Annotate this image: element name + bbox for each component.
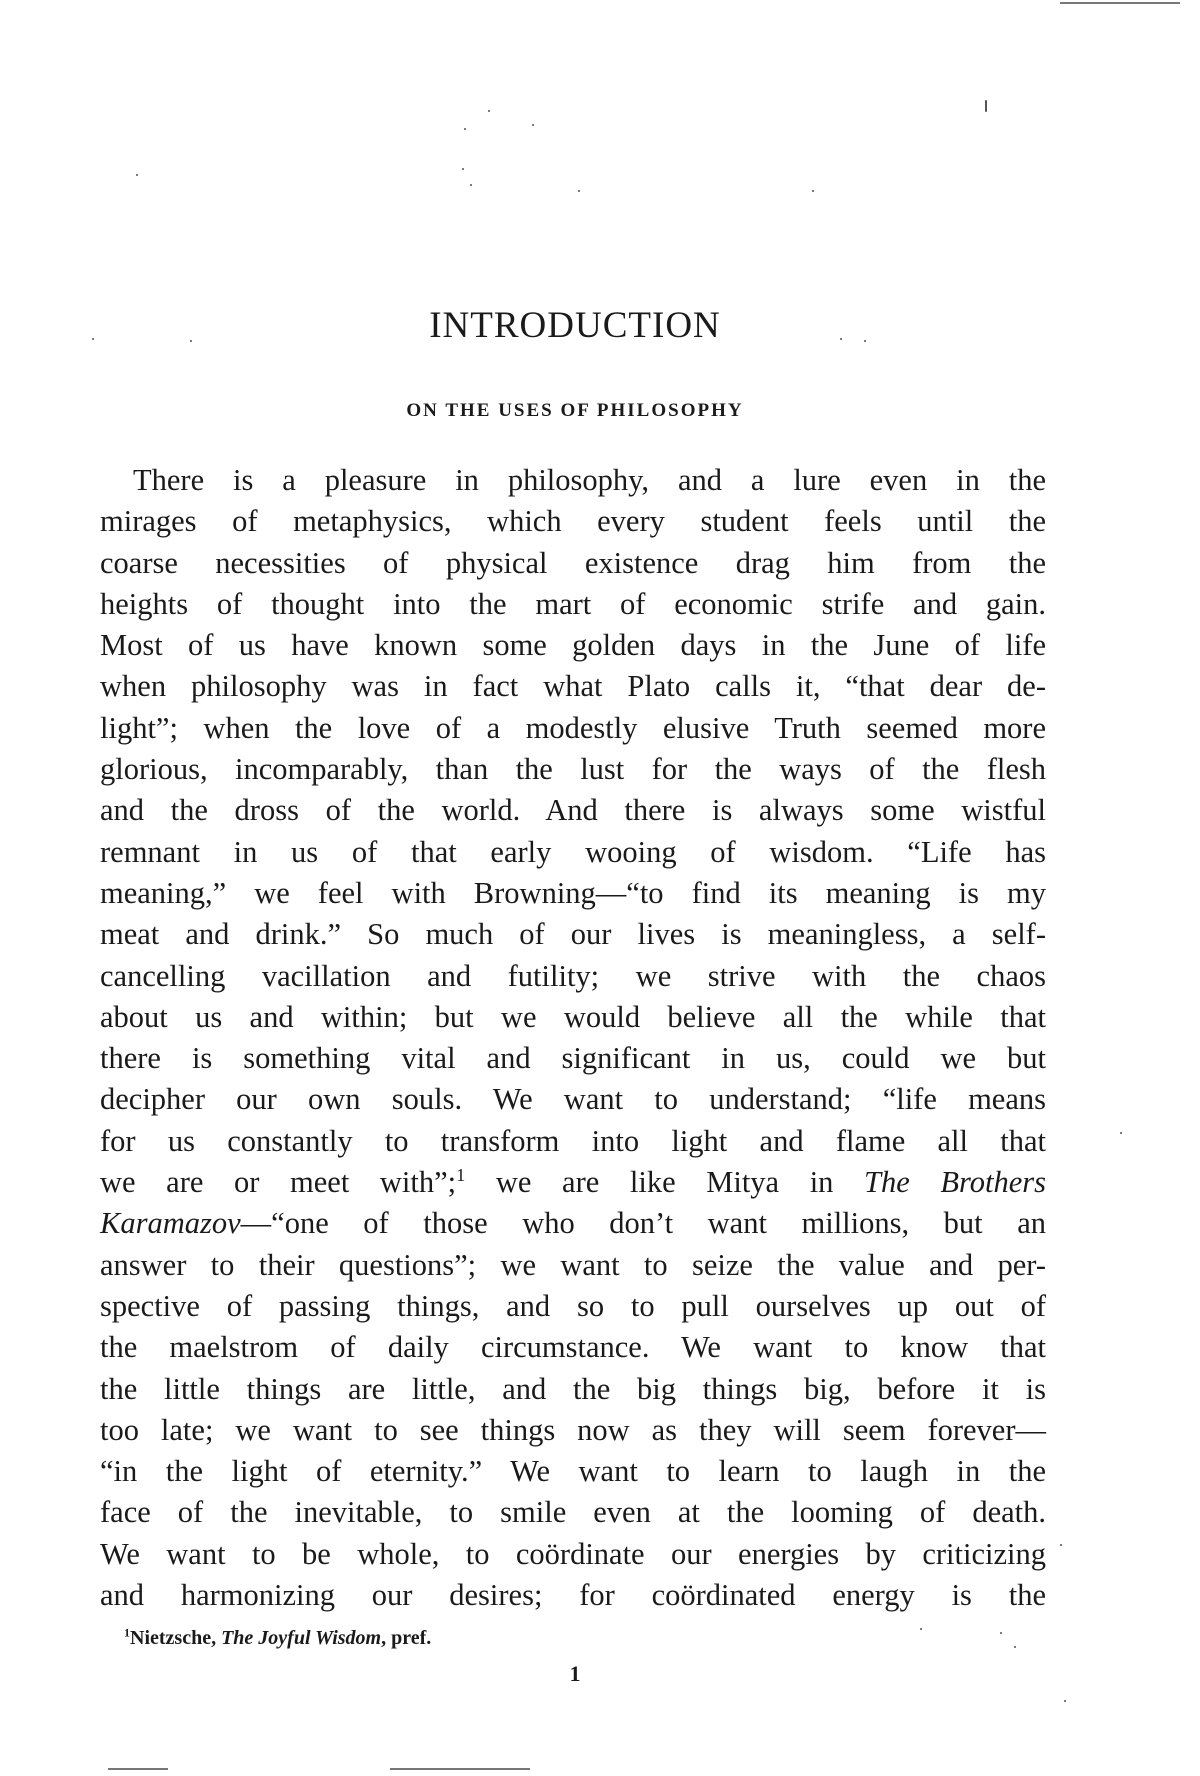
scan-speck [136,174,138,176]
scan-edge-mark [1060,2,1180,4]
scan-speck [532,124,534,126]
text-line: mirages of metaphysics, which every student feels until the [100,504,1046,539]
scan-edge-mark [390,1768,530,1770]
text-line: meat and drink.” So much of our lives is meaningless, a self- [100,917,1046,952]
scan-speck [812,190,814,192]
footnote-author: Nietzsche, [130,1627,222,1649]
scan-speck [578,190,580,192]
text-line: “in the light of eternity.” We want to learn to laugh in the [100,1454,1046,1489]
text-line-rest: —“one of those who don’t want millions, but an [240,1206,1046,1241]
text-line: the little things are little, and the big things big, before it is [100,1371,1046,1406]
scan-speck [92,338,94,340]
text-line: there is something vital and significant in us, could we but [100,1041,1046,1076]
scan-speck [1000,1632,1002,1634]
chapter-subtitle: ON THE USES OF PHILOSOPHY [406,400,744,421]
book-title-italic-cont: Karamazov [100,1206,241,1241]
text-line: remnant in us of that early wooing of wisdom. “Life has [100,834,1046,869]
scan-speck [985,100,987,112]
page-number: 1 [569,1661,581,1686]
scan-speck [864,340,866,342]
text-line: heights of thought into the mart of economic strife and gain. [100,586,1046,621]
text-line: coarse necessities of physical existence drag him from the [100,545,1046,580]
scan-edge-mark [108,1768,168,1770]
text-line: There is a pleasure in philosophy, and a lure even in the [133,463,1046,497]
scan-speck [1120,1132,1122,1134]
text-line: and harmonizing our desires; for coördinated energy is the [100,1578,1046,1613]
text-line: spective of passing things, and so to pull ourselves up out of [100,1288,1046,1323]
chapter-title: INTRODUCTION [429,305,721,346]
scan-speck [1060,1544,1062,1546]
text-line: cancelling vacillation and futility; we strive with the chaos [100,958,1046,993]
text-line-tail: we are like Mitya in [465,1165,865,1200]
scan-speck [470,184,472,186]
text-line: meaning,” we feel with Browning—“to find its meaning is my [100,875,1046,910]
text-line: glorious, incomparably, than the lust for the ways of the flesh [100,752,1046,787]
text-line: answer to their questions”; we want to seize the value and per- [100,1247,1046,1282]
footnote [124,1627,431,1650]
text-line-with-footnote [100,1162,1046,1203]
footnote-work: The Joyful Wisdom [221,1627,382,1649]
scan-speck [464,128,466,130]
text-line: face of the inevitable, to smile even at the looming of death. [100,1495,1046,1530]
scan-speck [488,110,490,112]
text-line [100,1203,1046,1244]
body-text [100,460,1046,1616]
text-line-head: we are or meet with”; [100,1165,457,1200]
footnote-tail: , pref. [381,1627,432,1649]
scan-speck [1064,1700,1066,1702]
text-line: decipher our own souls. We want to understand; “life means [100,1082,1046,1117]
text-line: Most of us have known some golden days in the June of life [100,628,1046,663]
text-line: too late; we want to see things now as they will seem forever— [100,1412,1046,1447]
text-line: light”; when the love of a modestly elusive Truth seemed more [100,710,1046,745]
text-line: when philosophy was in fact what Plato calls it, “that dear de- [100,669,1046,704]
scan-speck [190,340,192,342]
scan-speck [920,1628,922,1630]
footnote-ref: 1 [456,1164,466,1185]
scan-speck [840,338,842,340]
text-line: and the dross of the world. And there is always some wistful [100,793,1046,828]
scan-speck [1014,1646,1016,1648]
book-title-italic: The Brothers [864,1165,1047,1200]
text-line: for us constantly to transform into light and flame all that [100,1123,1046,1158]
text-line: the maelstrom of daily circumstance. We want to know that [100,1330,1046,1365]
footnote-marker: 1 [124,1625,130,1640]
text-line: We want to be whole, to coördinate our energies by criticizing [100,1536,1046,1571]
scan-speck [462,168,464,170]
text-line: about us and within; but we would believe all the while that [100,999,1046,1034]
